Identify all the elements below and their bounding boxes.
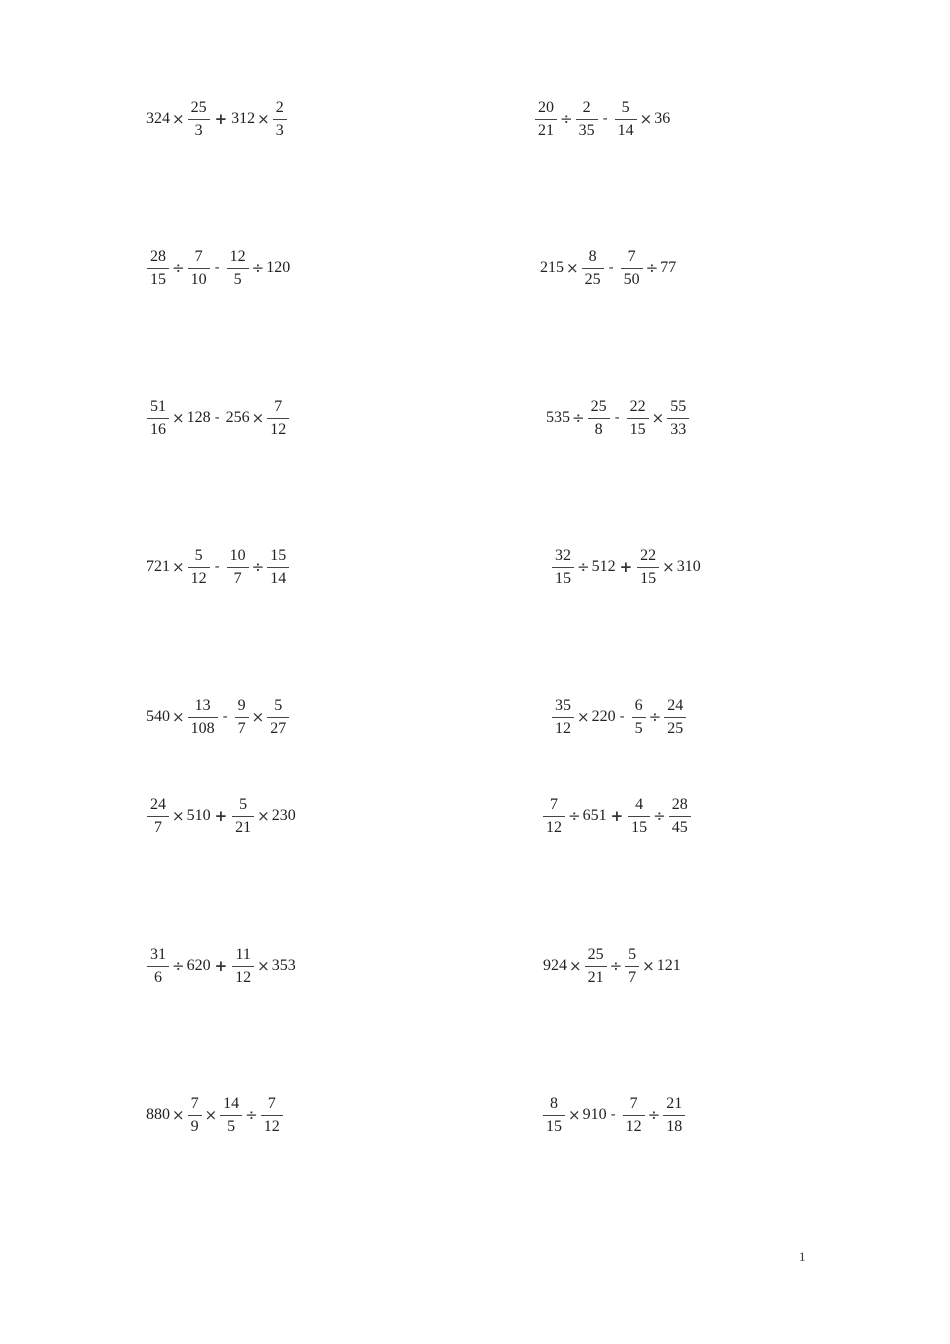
fraction xyxy=(576,95,598,143)
fraction-numerator: 21 xyxy=(666,1094,683,1112)
expression-4 xyxy=(539,244,677,292)
number: 128 xyxy=(186,409,211,426)
fraction-bar xyxy=(615,119,637,120)
fraction-numerator: 15 xyxy=(270,546,287,564)
fraction xyxy=(588,394,610,442)
fraction-denominator: 27 xyxy=(270,719,287,737)
fraction-numerator: 5 xyxy=(621,98,630,116)
fraction-bar xyxy=(188,1115,202,1116)
fraction-numerator: 7 xyxy=(629,1094,638,1112)
divide-operator: ÷ xyxy=(609,956,623,975)
fraction-bar xyxy=(227,567,249,568)
minus-operator: - xyxy=(602,111,608,127)
fraction-bar xyxy=(625,966,639,967)
fraction-denominator: 21 xyxy=(587,968,604,986)
fraction-bar xyxy=(585,966,607,967)
times-operator: × xyxy=(568,1105,581,1124)
expression-2 xyxy=(533,95,671,143)
plus-operator: + xyxy=(214,806,228,825)
fraction-numerator: 31 xyxy=(150,945,166,963)
fraction-bar xyxy=(667,418,689,419)
fraction xyxy=(582,244,604,292)
fraction xyxy=(535,95,557,143)
number: 651 xyxy=(582,807,607,824)
fraction xyxy=(543,792,565,840)
fraction-numerator: 28 xyxy=(671,795,688,813)
fraction-numerator: 24 xyxy=(150,795,166,813)
fraction xyxy=(235,693,249,741)
fraction-denominator: 25 xyxy=(667,719,684,737)
fraction xyxy=(188,95,210,143)
number: 215 xyxy=(540,259,564,276)
number: 121 xyxy=(656,957,681,974)
fraction-bar xyxy=(582,268,604,269)
number: 924 xyxy=(543,957,567,974)
fraction xyxy=(267,394,289,442)
number: 312 xyxy=(231,110,256,127)
fraction-bar xyxy=(147,418,169,419)
times-operator: × xyxy=(204,1105,218,1124)
fraction-bar xyxy=(267,567,289,568)
number: 535 xyxy=(546,409,570,426)
times-operator: × xyxy=(577,707,590,726)
fraction-bar xyxy=(188,268,210,269)
fraction-bar xyxy=(663,1115,685,1116)
plus-operator: + xyxy=(214,956,228,975)
expression-15 xyxy=(145,1091,285,1139)
fraction-numerator: 32 xyxy=(555,546,571,564)
fraction-denominator: 5 xyxy=(227,1117,236,1135)
fraction-denominator: 25 xyxy=(584,270,601,288)
number: 510 xyxy=(186,807,211,824)
times-operator: × xyxy=(566,258,579,277)
fraction xyxy=(552,543,574,591)
fraction-numerator: 35 xyxy=(555,696,571,714)
fraction-denominator: 7 xyxy=(154,818,162,836)
expression-8 xyxy=(550,543,702,591)
expression-5 xyxy=(145,394,291,442)
number: 721 xyxy=(146,558,170,575)
fraction xyxy=(628,792,650,840)
fraction-denominator: 14 xyxy=(270,569,287,587)
fraction xyxy=(147,394,169,442)
number: 77 xyxy=(660,259,677,276)
fraction xyxy=(227,543,249,591)
fraction xyxy=(227,244,249,292)
fraction-bar xyxy=(637,567,659,568)
fraction-denominator: 15 xyxy=(546,1117,562,1135)
fraction-bar xyxy=(188,119,210,120)
fraction-denominator: 3 xyxy=(275,121,284,139)
fraction-bar xyxy=(621,268,643,269)
expression-16 xyxy=(541,1091,687,1139)
fraction-numerator: 25 xyxy=(587,945,604,963)
fraction-numerator: 4 xyxy=(635,795,644,813)
fraction-numerator: 11 xyxy=(235,945,251,963)
fraction-numerator: 5 xyxy=(239,795,248,813)
expression-6 xyxy=(545,394,691,442)
times-operator: × xyxy=(251,707,265,726)
fraction xyxy=(232,942,254,990)
fraction-numerator: 25 xyxy=(590,397,607,415)
fraction xyxy=(627,394,649,442)
fraction-numerator: 20 xyxy=(538,98,554,116)
times-operator: × xyxy=(569,956,582,975)
times-operator: × xyxy=(257,806,270,825)
fraction-denominator: 15 xyxy=(631,818,648,836)
fraction-denominator: 7 xyxy=(237,719,246,737)
number: 310 xyxy=(676,558,701,575)
fraction-numerator: 28 xyxy=(150,247,166,265)
fraction xyxy=(188,1091,202,1139)
fraction-denominator: 5 xyxy=(634,719,643,737)
fraction xyxy=(621,244,643,292)
minus-operator: - xyxy=(608,260,614,276)
fraction-numerator: 9 xyxy=(237,696,246,714)
fraction-bar xyxy=(235,717,249,718)
fraction-numerator: 7 xyxy=(194,247,203,265)
divide-operator: ÷ xyxy=(568,806,581,825)
fraction-denominator: 33 xyxy=(670,420,687,438)
fraction xyxy=(632,693,646,741)
times-operator: × xyxy=(172,557,185,576)
fraction-bar xyxy=(669,816,691,817)
minus-operator: - xyxy=(614,410,620,426)
fraction xyxy=(669,792,691,840)
fraction-numerator: 5 xyxy=(628,945,637,963)
expression-10 xyxy=(550,693,688,741)
expression-1 xyxy=(145,95,289,143)
fraction xyxy=(261,1091,283,1139)
divide-operator: ÷ xyxy=(172,956,185,975)
minus-operator: - xyxy=(619,709,625,725)
number: 540 xyxy=(146,708,170,725)
fraction-numerator: 10 xyxy=(229,546,246,564)
fraction-denominator: 12 xyxy=(555,719,571,737)
fraction xyxy=(220,1091,242,1139)
fraction-denominator: 14 xyxy=(617,121,634,139)
plus-operator: + xyxy=(619,557,633,576)
number: 230 xyxy=(271,807,296,824)
fraction-bar xyxy=(628,816,650,817)
fraction-numerator: 51 xyxy=(150,397,166,415)
fraction-bar xyxy=(552,567,574,568)
fraction-numerator: 55 xyxy=(670,397,687,415)
fraction-denominator: 45 xyxy=(671,818,688,836)
fraction xyxy=(267,543,289,591)
fraction-bar xyxy=(261,1115,283,1116)
minus-operator: - xyxy=(214,559,220,575)
divide-operator: ÷ xyxy=(645,258,659,277)
fraction-denominator: 6 xyxy=(154,968,162,986)
fraction-numerator: 13 xyxy=(194,696,211,714)
fraction-denominator: 12 xyxy=(263,1117,280,1135)
fraction xyxy=(188,693,218,741)
fraction-bar xyxy=(147,268,169,269)
times-operator: × xyxy=(257,956,270,975)
fraction xyxy=(273,95,287,143)
fraction-numerator: 2 xyxy=(582,98,591,116)
fraction xyxy=(585,942,607,990)
fraction xyxy=(188,244,210,292)
times-operator: × xyxy=(172,1105,185,1124)
fraction-denominator: 35 xyxy=(578,121,595,139)
fraction xyxy=(147,942,169,990)
fraction-numerator: 5 xyxy=(274,696,283,714)
fraction-numerator: 7 xyxy=(274,397,283,415)
fraction-numerator: 8 xyxy=(588,247,597,265)
fraction-bar xyxy=(227,268,249,269)
times-operator: × xyxy=(639,109,653,128)
fraction-denominator: 12 xyxy=(270,420,287,438)
divide-operator: ÷ xyxy=(647,1105,661,1124)
times-operator: × xyxy=(251,408,265,427)
fraction-numerator: 7 xyxy=(627,247,636,265)
fraction-numerator: 12 xyxy=(229,247,246,265)
expression-7 xyxy=(145,543,291,591)
divide-operator: ÷ xyxy=(572,408,585,427)
fraction-denominator: 21 xyxy=(538,121,554,139)
times-operator: × xyxy=(172,408,185,427)
fraction-numerator: 22 xyxy=(629,397,646,415)
fraction-bar xyxy=(588,418,610,419)
fraction-bar xyxy=(188,567,210,568)
fraction-denominator: 18 xyxy=(666,1117,683,1135)
minus-operator: - xyxy=(214,410,220,426)
fraction-bar xyxy=(188,717,218,718)
fraction xyxy=(625,942,639,990)
fraction-bar xyxy=(632,717,646,718)
number: 620 xyxy=(186,957,211,974)
fraction-denominator: 108 xyxy=(190,719,215,737)
fraction-denominator: 12 xyxy=(235,968,252,986)
fraction xyxy=(543,1091,565,1139)
fraction-denominator: 15 xyxy=(555,569,571,587)
number: 880 xyxy=(146,1106,170,1123)
fraction xyxy=(147,244,169,292)
divide-operator: ÷ xyxy=(560,109,573,128)
fraction-numerator: 22 xyxy=(640,546,657,564)
fraction-denominator: 5 xyxy=(233,270,242,288)
fraction-numerator: 24 xyxy=(667,696,684,714)
fraction-denominator: 12 xyxy=(190,569,207,587)
fraction xyxy=(664,693,686,741)
divide-operator: ÷ xyxy=(251,557,265,576)
fraction-denominator: 50 xyxy=(623,270,640,288)
number: 324 xyxy=(146,110,170,127)
fraction xyxy=(663,1091,685,1139)
times-operator: × xyxy=(172,707,185,726)
fraction-denominator: 12 xyxy=(546,818,562,836)
fraction-denominator: 9 xyxy=(190,1117,199,1135)
fraction xyxy=(667,394,689,442)
plus-operator: + xyxy=(214,109,228,128)
fraction-bar xyxy=(535,119,557,120)
fraction-bar xyxy=(664,717,686,718)
divide-operator: ÷ xyxy=(245,1105,258,1124)
fraction-bar xyxy=(627,418,649,419)
number: 220 xyxy=(591,708,616,725)
fraction xyxy=(637,543,659,591)
fraction-bar xyxy=(232,816,254,817)
times-operator: × xyxy=(257,109,270,128)
divide-operator: ÷ xyxy=(648,707,662,726)
fraction-denominator: 15 xyxy=(629,420,646,438)
fraction xyxy=(232,792,254,840)
fraction-bar xyxy=(576,119,598,120)
times-operator: × xyxy=(172,806,185,825)
minus-operator: - xyxy=(610,1107,616,1123)
minus-operator: - xyxy=(222,709,228,725)
fraction-denominator: 7 xyxy=(233,569,242,587)
fraction-numerator: 7 xyxy=(190,1094,199,1112)
expression-9 xyxy=(145,693,291,741)
times-operator: × xyxy=(172,109,185,128)
minus-operator: - xyxy=(214,260,220,276)
fraction-bar xyxy=(147,816,169,817)
fraction-numerator: 7 xyxy=(550,795,558,813)
fraction-denominator: 21 xyxy=(235,818,252,836)
expression-13 xyxy=(145,942,297,990)
times-operator: × xyxy=(662,557,675,576)
fraction xyxy=(147,792,169,840)
times-operator: × xyxy=(651,408,665,427)
fraction-bar xyxy=(232,966,254,967)
fraction-denominator: 7 xyxy=(628,968,637,986)
fraction xyxy=(615,95,637,143)
fraction xyxy=(188,543,210,591)
fraction-denominator: 15 xyxy=(150,270,166,288)
fraction-bar xyxy=(267,717,289,718)
fraction-numerator: 14 xyxy=(223,1094,240,1112)
fraction-numerator: 5 xyxy=(194,546,203,564)
divide-operator: ÷ xyxy=(172,258,185,277)
fraction-bar xyxy=(543,1115,565,1116)
fraction-numerator: 8 xyxy=(550,1094,558,1112)
number: 512 xyxy=(591,558,616,575)
number: 353 xyxy=(271,957,296,974)
fraction xyxy=(623,1091,645,1139)
fraction xyxy=(267,693,289,741)
number: 120 xyxy=(266,259,291,276)
expression-11 xyxy=(145,792,297,840)
plus-operator: + xyxy=(610,806,624,825)
fraction-bar xyxy=(267,418,289,419)
fraction-numerator: 7 xyxy=(267,1094,276,1112)
page-number: 1 xyxy=(799,1249,806,1264)
fraction-numerator: 25 xyxy=(190,98,207,116)
divide-operator: ÷ xyxy=(251,258,265,277)
number: 36 xyxy=(654,110,671,127)
fraction xyxy=(552,693,574,741)
fraction-denominator: 10 xyxy=(190,270,207,288)
divide-operator: ÷ xyxy=(653,806,666,825)
fraction-denominator: 3 xyxy=(194,121,203,139)
fraction-numerator: 2 xyxy=(275,98,284,116)
number: 910 xyxy=(582,1106,607,1123)
fraction-denominator: 8 xyxy=(594,420,603,438)
fraction-bar xyxy=(543,816,565,817)
fraction-bar xyxy=(552,717,574,718)
fraction-numerator: 6 xyxy=(634,696,643,714)
fraction-denominator: 12 xyxy=(625,1117,642,1135)
fraction-denominator: 15 xyxy=(640,569,657,587)
expression-12 xyxy=(541,792,693,840)
number: 256 xyxy=(225,409,250,426)
fraction-bar xyxy=(147,966,169,967)
divide-operator: ÷ xyxy=(577,557,590,576)
fraction-bar xyxy=(623,1115,645,1116)
fraction-bar xyxy=(273,119,287,120)
fraction-denominator: 16 xyxy=(150,420,166,438)
times-operator: × xyxy=(642,956,655,975)
fraction-bar xyxy=(220,1115,242,1116)
expression-14 xyxy=(542,942,682,990)
expression-3 xyxy=(145,244,291,292)
